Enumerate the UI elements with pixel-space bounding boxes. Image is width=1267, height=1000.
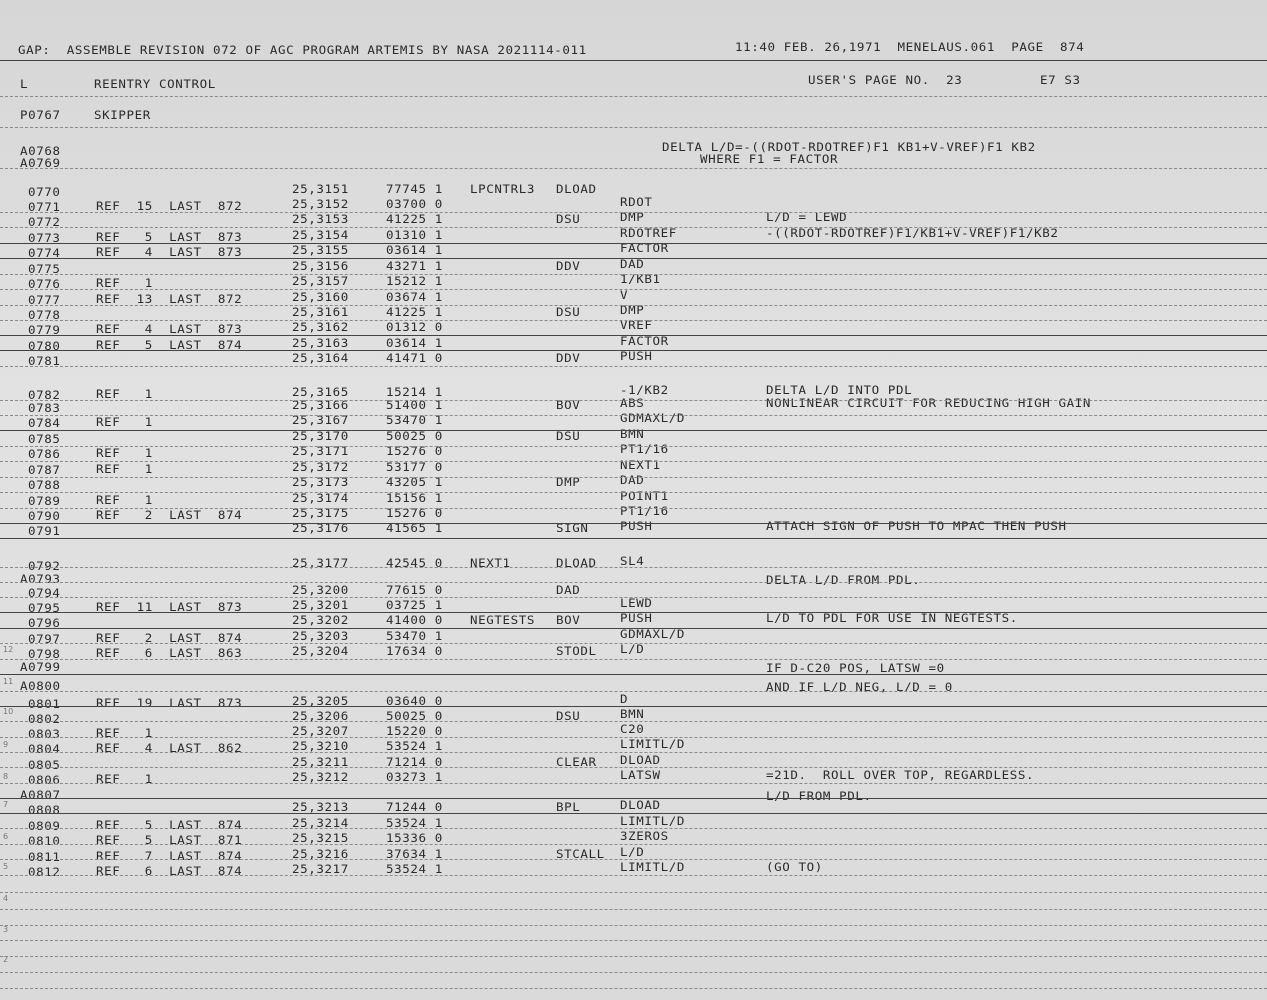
row-ref: REF 4 LAST 873: [96, 322, 243, 336]
rule: [0, 721, 1267, 722]
row-ref: REF 1: [96, 726, 153, 740]
rule: [0, 940, 1267, 941]
row-code: 41471 0: [386, 351, 443, 365]
row-operand: C20: [620, 722, 645, 736]
row-address: 25,3215: [292, 831, 349, 845]
row-address: 25,3176: [292, 521, 349, 535]
rule: [0, 477, 1267, 478]
rule: [0, 844, 1267, 845]
row-line-number: 0776: [28, 277, 61, 291]
row-operand: BMN: [620, 707, 645, 721]
row-opcode: BOV: [556, 613, 581, 627]
row-ref: REF 1: [96, 276, 153, 290]
row-address: 25,3173: [292, 475, 349, 489]
row-code: 03614 1: [386, 243, 443, 257]
row-code: 43271 1: [386, 259, 443, 273]
preamble-line-number: A0768: [20, 144, 61, 158]
margin-mark: 8: [3, 772, 9, 781]
row-line-number: 0779: [28, 323, 61, 337]
row-line-number: 0770: [28, 185, 61, 199]
row-line-number: 0790: [28, 509, 61, 523]
row-comment: DELTA L/D FROM PDL.: [766, 573, 921, 587]
row-address: 25,3213: [292, 800, 349, 814]
sheet-code: E7 S3: [1040, 73, 1081, 87]
row-address: 25,3202: [292, 613, 349, 627]
row-address: 25,3166: [292, 398, 349, 412]
row-ref: REF 1: [96, 772, 153, 786]
row-line-number: 0778: [28, 308, 61, 322]
row-operand: POINT1: [620, 489, 669, 503]
row-ref: REF 5 LAST 874: [96, 338, 243, 352]
row-ref: REF 6 LAST 874: [96, 864, 243, 878]
row-line-number: 0802: [28, 712, 61, 726]
row-address: 25,3171: [292, 444, 349, 458]
row-ref: REF 1: [96, 493, 153, 507]
row-line-number: A0793: [20, 572, 61, 586]
row-comment: NONLINEAR CIRCUIT FOR REDUCING HIGH GAIN: [766, 396, 1092, 410]
row-address: 25,3164: [292, 351, 349, 365]
margin-mark: 6: [3, 832, 9, 841]
row-line-number: 0773: [28, 231, 61, 245]
row-address: 25,3151: [292, 182, 349, 196]
row-line-number: 0787: [28, 463, 61, 477]
row-address: 25,3207: [292, 724, 349, 738]
row-ref: REF 1: [96, 387, 153, 401]
row-ref: REF 5 LAST 873: [96, 230, 243, 244]
row-label: NEGTESTS: [470, 613, 536, 627]
row-code: 15156 1: [386, 491, 443, 505]
row-operand: DMP: [620, 303, 645, 317]
rule: [0, 988, 1267, 989]
row-line-number: 0809: [28, 819, 61, 833]
row-line-number: A0800: [20, 679, 61, 693]
row-line-number: 0772: [28, 215, 61, 229]
section-code: L: [20, 77, 29, 91]
row-operand: DAD: [620, 257, 645, 271]
row-line-number: 0781: [28, 354, 61, 368]
row-code: 71244 0: [386, 800, 443, 814]
row-address: 25,3205: [292, 694, 349, 708]
row-address: 25,3217: [292, 862, 349, 876]
row-code: 15276 0: [386, 444, 443, 458]
row-line-number: 0810: [28, 834, 61, 848]
rule: [0, 691, 1267, 692]
row-operand: DMP: [620, 210, 645, 224]
rule: [0, 875, 1267, 876]
row-line-number: 0801: [28, 697, 61, 711]
row-address: 25,3152: [292, 197, 349, 211]
row-comment: (GO TO): [766, 860, 823, 874]
row-code: 53177 0: [386, 460, 443, 474]
row-opcode: DSU: [556, 212, 581, 226]
row-opcode: DLOAD: [556, 556, 597, 570]
rule: [0, 674, 1267, 675]
row-address: 25,3165: [292, 385, 349, 399]
row-line-number: 0796: [28, 616, 61, 630]
row-code: 77745 1: [386, 182, 443, 196]
margin-mark: 9: [3, 740, 9, 749]
row-operand: ABS: [620, 396, 645, 410]
row-comment: DELTA L/D INTO PDL: [766, 383, 913, 397]
rule: [0, 972, 1267, 973]
row-address: 25,3201: [292, 598, 349, 612]
rule: [0, 813, 1267, 814]
row-operand: PUSH: [620, 349, 653, 363]
row-operand: 3ZEROS: [620, 829, 669, 843]
rule: [0, 859, 1267, 860]
row-comment: L/D TO PDL FOR USE IN NEGTESTS.: [766, 611, 1018, 625]
margin-mark: 2: [3, 955, 9, 964]
row-address: 25,3161: [292, 305, 349, 319]
row-code: 53524 1: [386, 816, 443, 830]
row-operand: LEWD: [620, 596, 653, 610]
row-line-number: A0799: [20, 660, 61, 674]
rule: [0, 430, 1267, 431]
rule: [0, 659, 1267, 660]
row-address: 25,3153: [292, 212, 349, 226]
row-ref: REF 1: [96, 462, 153, 476]
row-address: 25,3167: [292, 413, 349, 427]
row-code: 15214 1: [386, 385, 443, 399]
row-opcode: DSU: [556, 429, 581, 443]
row-address: 25,3216: [292, 847, 349, 861]
row-code: 01312 0: [386, 320, 443, 334]
users-page-number: USER'S PAGE NO. 23: [808, 73, 963, 87]
row-code: 15220 0: [386, 724, 443, 738]
row-comment: AND IF L/D NEG, L/D = 0: [766, 680, 953, 694]
row-code: 03614 1: [386, 336, 443, 350]
row-line-number: 0811: [28, 850, 61, 864]
row-address: 25,3170: [292, 429, 349, 443]
margin-mark: 4: [3, 894, 9, 903]
row-opcode: DLOAD: [556, 182, 597, 196]
row-code: 03674 1: [386, 290, 443, 304]
row-code: 51400 1: [386, 398, 443, 412]
row-line-number: 0783: [28, 401, 61, 415]
row-ref: REF 19 LAST 873: [96, 696, 243, 710]
row-address: 25,3204: [292, 644, 349, 658]
row-address: 25,3157: [292, 274, 349, 288]
rule: [0, 892, 1267, 893]
row-opcode: DDV: [556, 351, 581, 365]
row-operand: -1/KB2: [620, 383, 669, 397]
rule: [0, 415, 1267, 416]
row-line-number: 0805: [28, 758, 61, 772]
row-address: 25,3163: [292, 336, 349, 350]
row-code: 03640 0: [386, 694, 443, 708]
row-code: 42545 0: [386, 556, 443, 570]
row-operand: RDOT: [620, 195, 653, 209]
row-ref: REF 7 LAST 874: [96, 849, 243, 863]
margin-mark: 11: [3, 677, 14, 686]
row-code: 01310 1: [386, 228, 443, 242]
margin-mark: 7: [3, 800, 9, 809]
row-address: 25,3175: [292, 506, 349, 520]
row-operand: PUSH: [620, 519, 653, 533]
rule: [0, 628, 1267, 629]
row-line-number: 0785: [28, 432, 61, 446]
row-label: NEXT1: [470, 556, 511, 570]
row-code: 41565 1: [386, 521, 443, 535]
row-line-number: 0798: [28, 647, 61, 661]
rule: [0, 446, 1267, 447]
row-code: 41400 0: [386, 613, 443, 627]
rule: [0, 127, 1267, 128]
rule: [0, 523, 1267, 524]
row-line-number: 0792: [28, 559, 61, 573]
rule: [0, 258, 1267, 259]
rule: [0, 925, 1267, 926]
row-comment: L/D = LEWD: [766, 210, 848, 224]
row-line-number: 0795: [28, 601, 61, 615]
row-opcode: BOV: [556, 398, 581, 412]
margin-mark: 3: [3, 925, 9, 934]
row-address: 25,3156: [292, 259, 349, 273]
row-operand: BMN: [620, 427, 645, 441]
row-code: 37634 1: [386, 847, 443, 861]
row-ref: REF 11 LAST 873: [96, 600, 243, 614]
row-line-number: 0806: [28, 773, 61, 787]
row-ref: REF 15 LAST 872: [96, 199, 243, 213]
rule: [0, 350, 1267, 351]
row-line-number: 0786: [28, 447, 61, 461]
row-address: 25,3172: [292, 460, 349, 474]
row-opcode: STODL: [556, 644, 597, 658]
row-operand: LIMITL/D: [620, 814, 686, 828]
row-operand: PT1/16: [620, 442, 669, 456]
row-code: 50025 0: [386, 709, 443, 723]
row-operand: FACTOR: [620, 334, 669, 348]
row-comment: =21D. ROLL OVER TOP, REGARDLESS.: [766, 768, 1035, 782]
row-ref: REF 13 LAST 872: [96, 292, 243, 306]
row-code: 41225 1: [386, 305, 443, 319]
row-ref: REF 6 LAST 863: [96, 646, 243, 660]
row-line-number: 0775: [28, 262, 61, 276]
preamble-comment: DELTA L/D=-((RDOT-RDOTREF)F1 KB1+V-VREF)F1 KB2: [662, 140, 1036, 154]
rule: [0, 706, 1267, 707]
rule: [0, 168, 1267, 169]
margin-mark: 12: [3, 645, 14, 654]
rule: [0, 305, 1267, 306]
rule: [0, 783, 1267, 784]
row-opcode: DSU: [556, 709, 581, 723]
row-operand: V: [620, 288, 629, 302]
rule: [0, 909, 1267, 910]
row-ref: REF 2 LAST 874: [96, 631, 243, 645]
row-code: 03700 0: [386, 197, 443, 211]
row-operand: RDOTREF: [620, 226, 677, 240]
row-code: 43205 1: [386, 475, 443, 489]
row-opcode: DMP: [556, 475, 581, 489]
row-code: 15212 1: [386, 274, 443, 288]
row-operand: LIMITL/D: [620, 737, 686, 751]
rule: [0, 582, 1267, 583]
row-line-number: 0780: [28, 339, 61, 353]
row-operand: LATSW: [620, 768, 661, 782]
row-comment: ATTACH SIGN OF PUSH TO MPAC THEN PUSH: [766, 519, 1067, 533]
row-address: 25,3174: [292, 491, 349, 505]
row-ref: REF 5 LAST 874: [96, 818, 243, 832]
row-operand: VREF: [620, 318, 653, 332]
header-timestamp-page: 11:40 FEB. 26,1971 MENELAUS.061 PAGE 874: [735, 40, 1085, 54]
row-code: 71214 0: [386, 755, 443, 769]
rule: [0, 508, 1267, 509]
rule: [0, 828, 1267, 829]
row-line-number: 0789: [28, 494, 61, 508]
preamble-line-number: A0769: [20, 156, 61, 170]
row-code: 53470 1: [386, 629, 443, 643]
row-operand: PUSH: [620, 611, 653, 625]
rule: [0, 643, 1267, 644]
row-ref: REF 1: [96, 446, 153, 460]
row-code: 53524 1: [386, 739, 443, 753]
rule: [0, 96, 1267, 97]
row-operand: 1/KB1: [620, 272, 661, 286]
row-line-number: A0807: [20, 788, 61, 802]
row-line-number: 0804: [28, 742, 61, 756]
row-operand: NEXT1: [620, 458, 661, 472]
row-operand: FACTOR: [620, 241, 669, 255]
rule: [0, 538, 1267, 539]
row-line-number: 0777: [28, 293, 61, 307]
row-ref: REF 5 LAST 871: [96, 833, 243, 847]
row-operand: GDMAXL/D: [620, 411, 686, 425]
header-assembly-line: GAP: ASSEMBLE REVISION 072 OF AGC PROGRAM ARTEMIS BY NASA 2021114-011: [18, 43, 587, 57]
row-line-number: 0797: [28, 632, 61, 646]
row-line-number: 0771: [28, 200, 61, 214]
margin-mark: 10: [3, 707, 14, 716]
row-code: 17634 0: [386, 644, 443, 658]
program-name: SKIPPER: [94, 108, 151, 122]
rule: [0, 212, 1267, 213]
row-line-number: 0812: [28, 865, 61, 879]
row-address: 25,3162: [292, 320, 349, 334]
row-operand: D: [620, 692, 629, 706]
rule: [0, 752, 1267, 753]
row-operand: DAD: [620, 473, 645, 487]
row-opcode: SIGN: [556, 521, 589, 535]
row-operand: DLOAD: [620, 798, 661, 812]
rule: [0, 366, 1267, 367]
program-line-number: P0767: [20, 108, 61, 122]
rule: [0, 289, 1267, 290]
rule: [0, 798, 1267, 799]
row-operand: L/D: [620, 845, 645, 859]
row-code: 41225 1: [386, 212, 443, 226]
rule: [0, 400, 1267, 401]
row-operand: L/D: [620, 642, 645, 656]
row-address: 25,3206: [292, 709, 349, 723]
rule: [0, 737, 1267, 738]
rule: [0, 612, 1267, 613]
row-operand: GDMAXL/D: [620, 627, 686, 641]
row-line-number: 0782: [28, 388, 61, 402]
row-line-number: 0774: [28, 246, 61, 260]
row-address: 25,3154: [292, 228, 349, 242]
row-address: 25,3211: [292, 755, 349, 769]
row-ref: REF 4 LAST 862: [96, 741, 243, 755]
rule: [0, 767, 1267, 768]
row-ref: REF 2 LAST 874: [96, 508, 243, 522]
margin-mark: 5: [3, 862, 9, 871]
rule: [0, 597, 1267, 598]
row-ref: REF 1: [96, 415, 153, 429]
row-address: 25,3160: [292, 290, 349, 304]
row-address: 25,3177: [292, 556, 349, 570]
row-comment: L/D FROM PDL.: [766, 789, 872, 803]
row-code: 53524 1: [386, 862, 443, 876]
rule: [0, 567, 1267, 568]
row-line-number: 0794: [28, 586, 61, 600]
row-address: 25,3212: [292, 770, 349, 784]
rule: [0, 243, 1267, 244]
row-ref: REF 4 LAST 873: [96, 245, 243, 259]
row-line-number: 0791: [28, 524, 61, 538]
row-operand: LIMITL/D: [620, 860, 686, 874]
row-opcode: DDV: [556, 259, 581, 273]
row-address: 25,3203: [292, 629, 349, 643]
rule: [0, 320, 1267, 321]
row-address: 25,3155: [292, 243, 349, 257]
row-comment: -((RDOT-RDOTREF)F1/KB1+V-VREF)F1/KB2: [766, 226, 1059, 240]
row-code: 15336 0: [386, 831, 443, 845]
row-line-number: 0788: [28, 478, 61, 492]
row-address: 25,3200: [292, 583, 349, 597]
row-operand: DLOAD: [620, 753, 661, 767]
row-label: LPCNTRL3: [470, 182, 536, 196]
row-address: 25,3210: [292, 739, 349, 753]
row-comment: IF D-C20 POS, LATSW =0: [766, 661, 945, 675]
row-opcode: CLEAR: [556, 755, 597, 769]
row-code: 50025 0: [386, 429, 443, 443]
row-line-number: 0803: [28, 727, 61, 741]
row-line-number: 0808: [28, 803, 61, 817]
section-title: REENTRY CONTROL: [94, 77, 216, 91]
rule: [0, 335, 1267, 336]
row-code: 03273 1: [386, 770, 443, 784]
rule: [0, 956, 1267, 957]
row-line-number: 0784: [28, 416, 61, 430]
rule: [0, 227, 1267, 228]
preamble-comment: WHERE F1 = FACTOR: [700, 152, 839, 166]
row-opcode: STCALL: [556, 847, 605, 861]
row-code: 03725 1: [386, 598, 443, 612]
row-code: 53470 1: [386, 413, 443, 427]
header-rule: [0, 60, 1267, 61]
row-opcode: DAD: [556, 583, 581, 597]
row-operand: SL4: [620, 554, 645, 568]
row-code: 15276 0: [386, 506, 443, 520]
rule: [0, 492, 1267, 493]
row-operand: PT1/16: [620, 504, 669, 518]
rule: [0, 461, 1267, 462]
row-address: 25,3214: [292, 816, 349, 830]
row-opcode: DSU: [556, 305, 581, 319]
row-code: 77615 0: [386, 583, 443, 597]
rule: [0, 274, 1267, 275]
row-opcode: BPL: [556, 800, 581, 814]
